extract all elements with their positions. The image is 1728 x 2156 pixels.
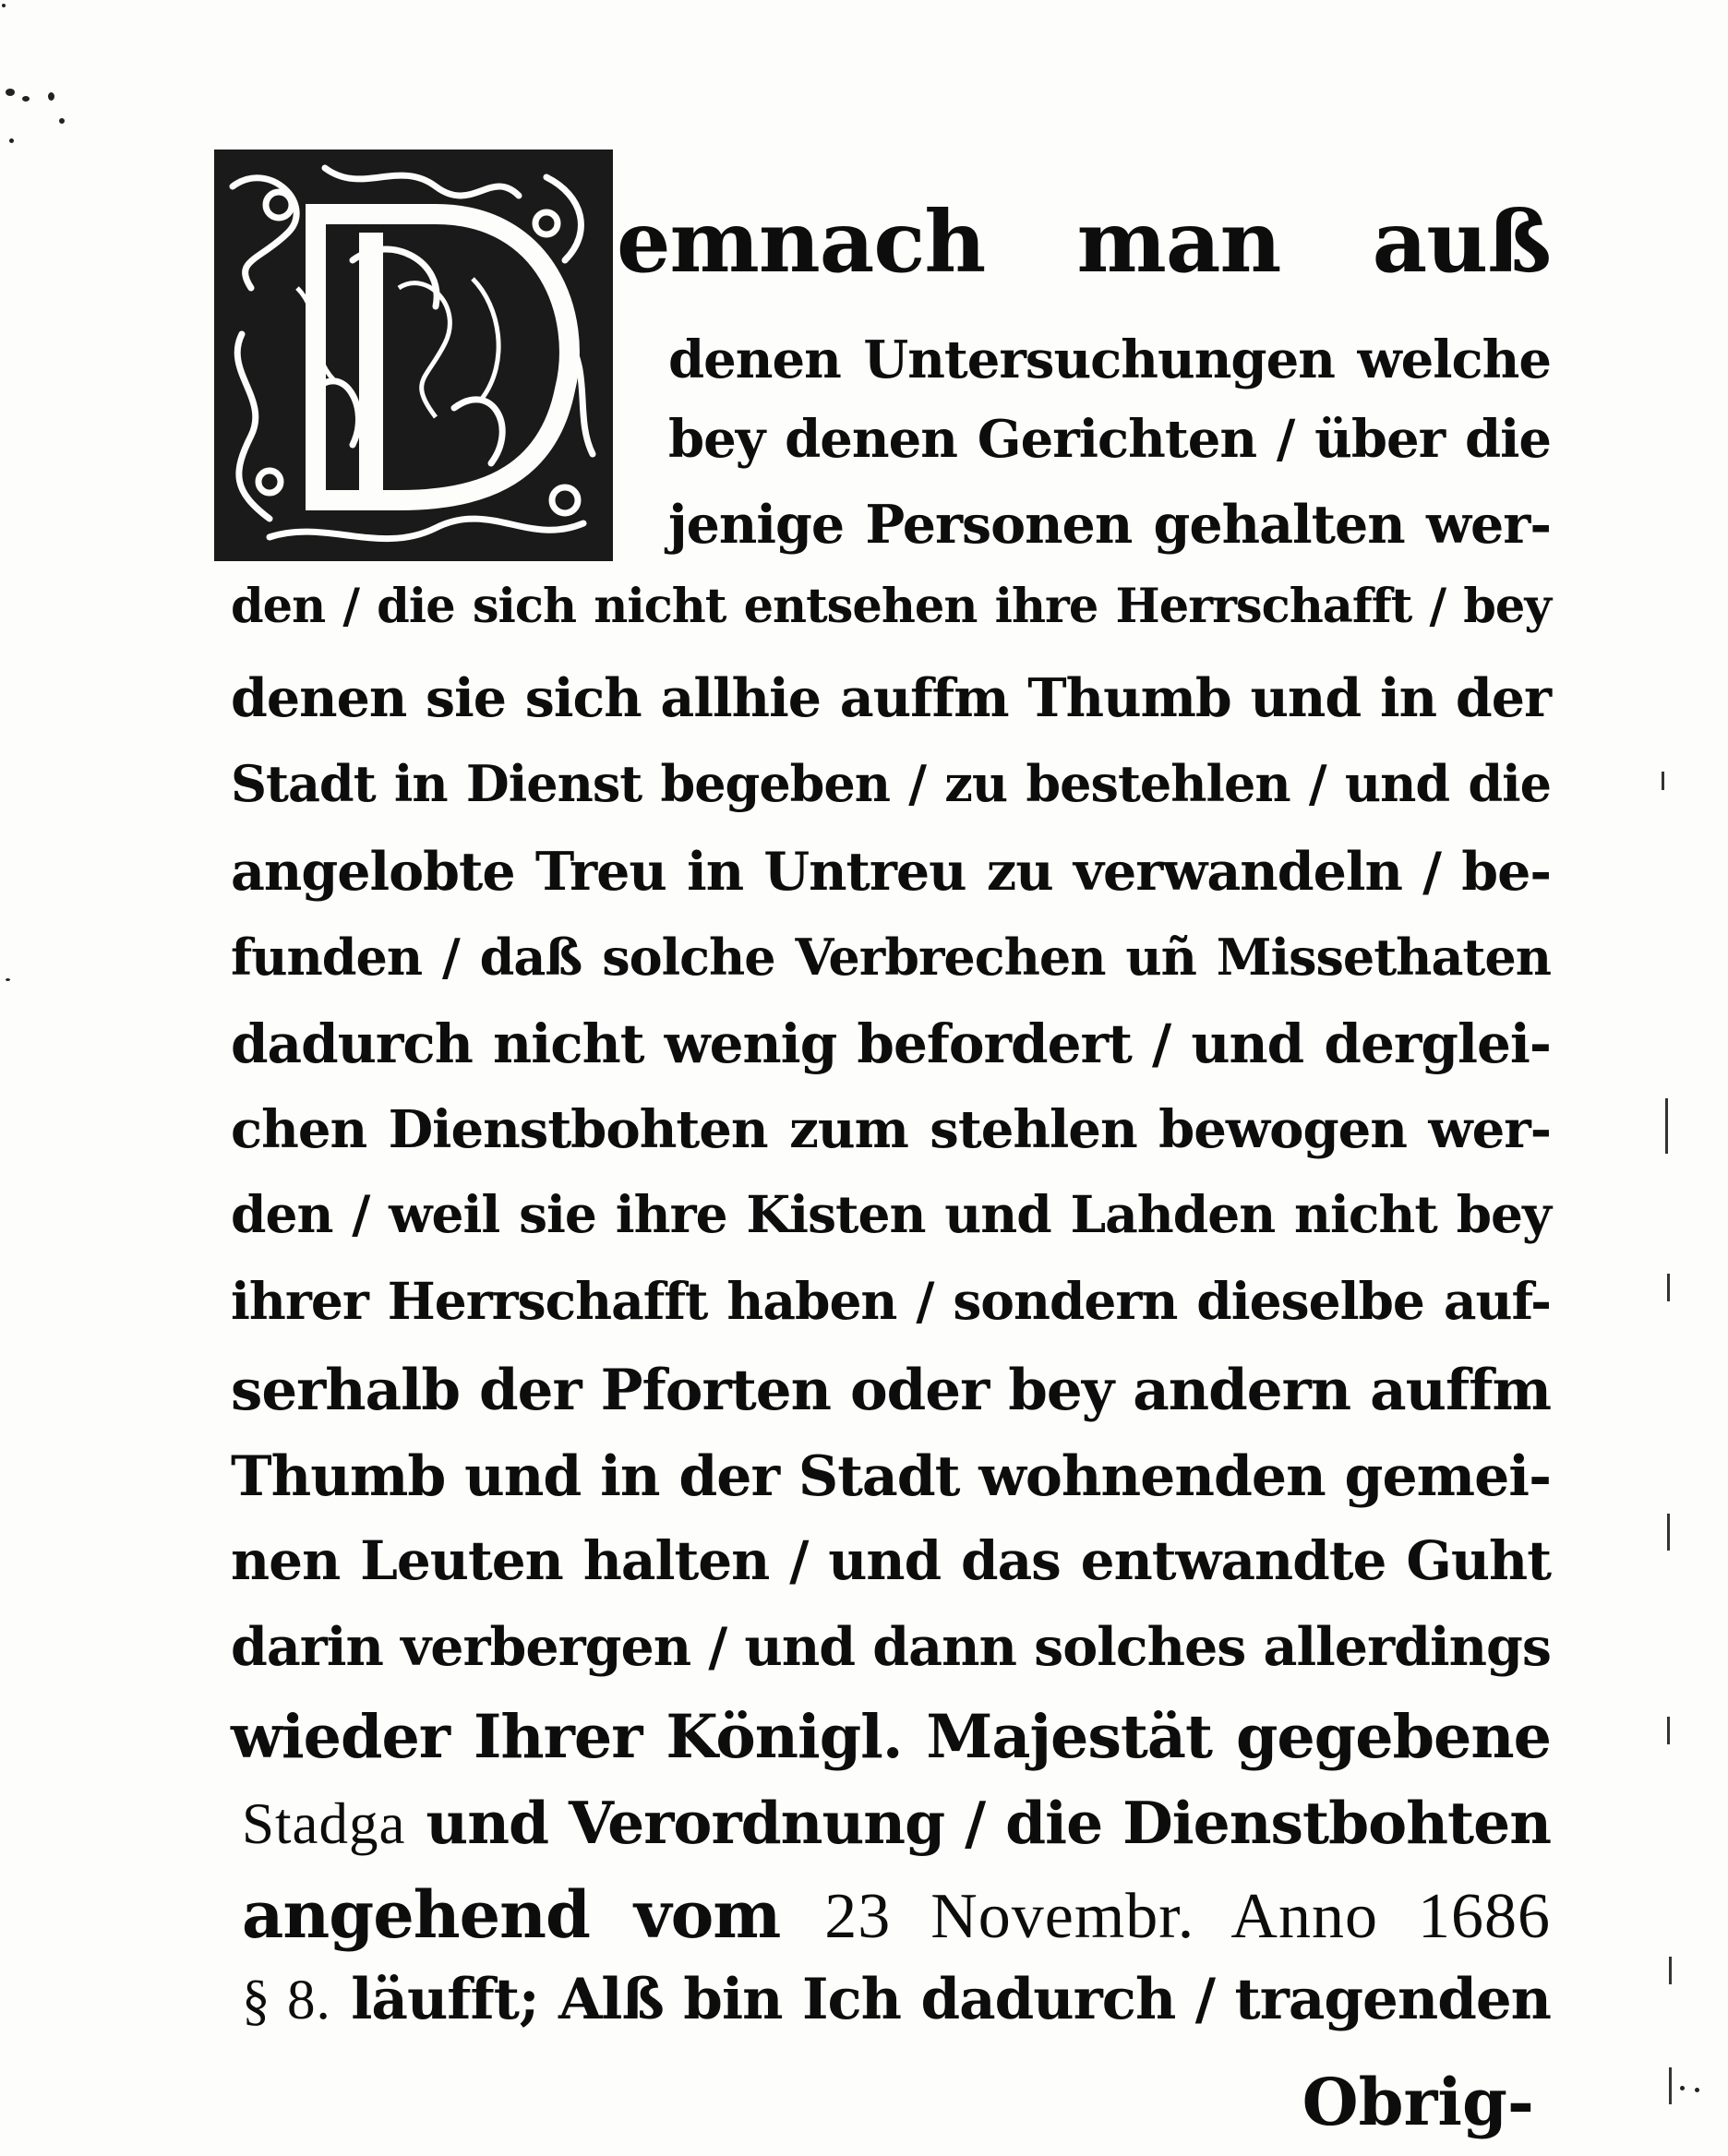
text-line-7: Stadt in Dienst begeben / zu bestehlen / und die (231, 754, 1551, 813)
text-line-19 (242, 1789, 1551, 1857)
page-speck (59, 118, 65, 124)
text-line-5: den / die sich nicht entsehen ihre Herrschafft / bey (231, 579, 1551, 634)
margin-mark (1669, 1957, 1672, 1984)
text-line-21 (242, 1967, 1552, 2032)
text-line-11: chen Dienstbohten zum stehlen bewogen wer- (231, 1099, 1551, 1160)
text-line-14: serhalb der Pforten oder bey andern auffm (231, 1358, 1551, 1423)
text-line-8: angelobte Treu in Untreu zu verwandeln / be- (231, 841, 1551, 903)
catchword: Obrig- (1302, 2064, 1534, 2140)
text-line-2: denen Untersuchungen welche (668, 329, 1551, 390)
page-speck (1680, 2086, 1685, 2090)
ornamental-initial-d (214, 150, 613, 561)
margin-mark (1667, 1514, 1670, 1551)
text-line-3: bey denen Gerichten / über die (668, 409, 1551, 470)
page-speck (6, 89, 15, 96)
roman-text: 23 Novembr. Anno 1686 (824, 1881, 1551, 1952)
margin-mark (1669, 2067, 1672, 2104)
text-line-1: emnach man auß (617, 192, 1551, 292)
fraktur-text: und Verordnung / die Dienstbohten (405, 1789, 1551, 1857)
page-speck (2, 4, 6, 7)
fraktur-text: angehend vom (242, 1876, 825, 1953)
margin-mark (1665, 1098, 1668, 1154)
page-speck (48, 92, 54, 101)
page-speck (6, 978, 10, 981)
page-speck (22, 96, 30, 102)
margin-mark (1667, 1274, 1670, 1301)
roman-text: Stadga (242, 1791, 406, 1856)
margin-mark (1662, 772, 1664, 790)
text-line-6: denen sie sich allhie auffm Thumb und in der (231, 667, 1551, 729)
fraktur-text: läufft; Alß bin Ich dadurch / tragenden (330, 1967, 1552, 2032)
text-line-16: nen Leuten halten / und das entwandte Guht (231, 1529, 1551, 1592)
text-line-17: darin verbergen / und dann solches allerdings (231, 1616, 1551, 1678)
text-line-12: den / weil sie ihre Kisten und Lahden nicht bey (231, 1184, 1551, 1244)
text-line-20 (242, 1876, 1551, 1953)
text-line-10: dadurch nicht wenig befordert / und derglei- (231, 1012, 1551, 1075)
text-line-15: Thumb und in der Stadt wohnenden gemei- (231, 1444, 1551, 1509)
text-line-13: ihrer Herrschafft haben / sondern dieselbe auf- (231, 1271, 1551, 1331)
text-line-9: funden / daß solche Verbrechen uñ Missethaten (231, 928, 1551, 987)
page-speck (1695, 2088, 1699, 2092)
text-line-4: jenige Personen gehalten wer- (668, 494, 1551, 556)
margin-mark (1667, 1717, 1670, 1744)
text-line-18: wieder Ihrer Königl. Majestät gegebene (231, 1702, 1551, 1772)
page-speck (9, 138, 14, 143)
roman-text: § 8. (242, 1970, 331, 2031)
